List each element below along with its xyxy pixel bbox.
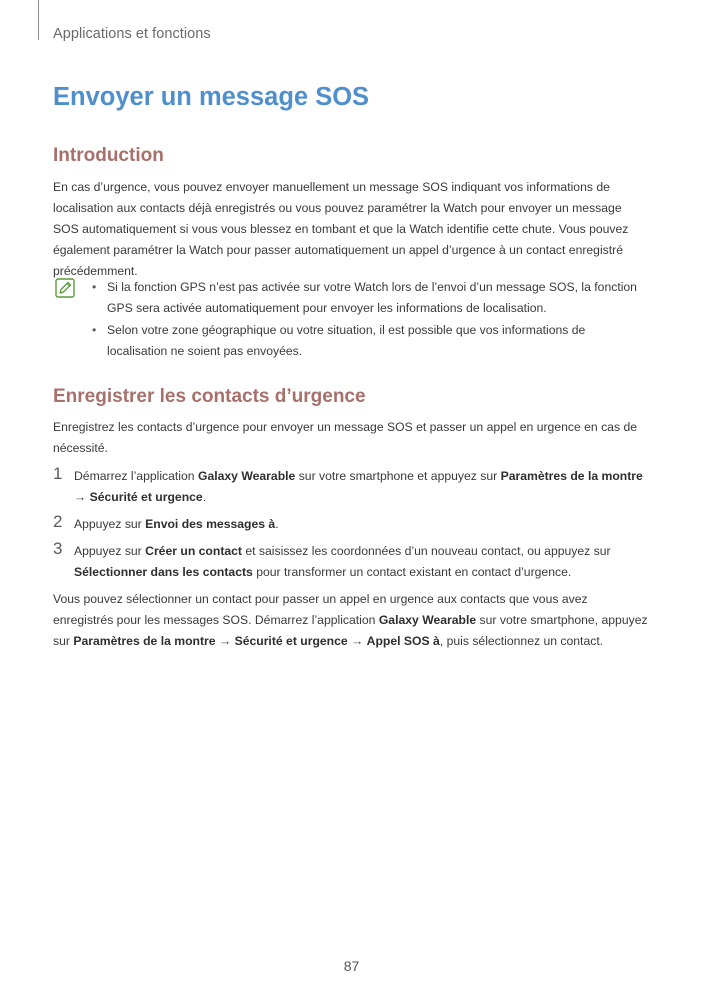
menu-path: Envoi des messages à <box>145 517 276 531</box>
note-text: Selon votre zone géographique ou votre situation, il est possible que vos informations de localisation ne soient pas envoyées. <box>107 323 586 358</box>
step-2 <box>53 514 649 535</box>
app-name: Galaxy Wearable <box>197 469 296 483</box>
header-rule <box>38 0 39 40</box>
menu-path: Appel SOS à <box>366 634 440 648</box>
step-number: 1 <box>53 464 63 483</box>
menu-path: Créer un contact <box>145 544 242 558</box>
step-text: Appuyez sur Envoi des messages à. <box>74 517 279 531</box>
menu-path: Sélectionner dans les contacts <box>74 565 253 579</box>
introduction-paragraph: En cas d’urgence, vous pouvez envoyer manuellement un message SOS indiquant vos informations de localisation aux contacts déjà enregistrés ou vous pouvez paramétrer la Watch pour envoyer un message SOS automatiquement si vous vous blessez en tombant et que la Watch identifie cette chute. Vous pouvez également paramétrer la Watch pour passer automatiquement un appel d’urgence à un contact enregistré précédemment. <box>53 180 629 278</box>
register-heading: Enregistrer les contacts d’urgence <box>53 386 366 407</box>
introduction-heading: Introduction <box>53 145 164 166</box>
step-text: Appuyez sur Créer un contact et saisissez les coordonnées d’un nouveau contact, ou appuyez sur Sélectionner dans les contacts pour transformer un contact existant en contact d’urgence. <box>74 544 611 579</box>
bullet-dot: • <box>92 323 97 337</box>
menu-path: Sécurité et urgence <box>89 490 203 504</box>
menu-path: Paramètres de la montre <box>500 469 643 483</box>
closing-paragraph: Vous pouvez sélectionner un contact pour passer un appel en urgence aux contacts que vous avez enregistrés pour les messages SOS. Démarrez l’application Galaxy Wearable sur votre smartphone, appuyez sur Paramètres de la montre → Sécurité et urgence → Appel SOS à, puis sélectionnez un contact. <box>53 592 648 648</box>
menu-path: Paramètres de la montre <box>73 634 216 648</box>
note-pencil-icon <box>55 278 75 298</box>
section-header: Applications et fonctions <box>53 26 211 42</box>
menu-path: Sécurité et urgence <box>234 634 348 648</box>
step-text: Démarrez l’application Galaxy Wearable sur votre smartphone et appuyez sur Paramètres de la montre → Sécurité et urgence. <box>74 469 643 504</box>
step-number: 2 <box>53 512 63 531</box>
note-item <box>92 320 642 362</box>
note-text: Si la fonction GPS n’est pas activée sur votre Watch lors de l’envoi d’un message SOS, la fonction GPS sera activée automatiquement pour envoyer les informations de localisation. <box>107 280 637 315</box>
step-3 <box>53 541 649 583</box>
page-number: 87 <box>343 958 360 974</box>
step-1 <box>53 466 649 508</box>
page-title: Envoyer un message SOS <box>53 83 370 111</box>
step-number: 3 <box>53 539 63 558</box>
app-name: Galaxy Wearable <box>378 613 477 627</box>
register-paragraph: Enregistrez les contacts d’urgence pour envoyer un message SOS et passer un appel en urgence en cas de nécessité. <box>53 420 637 455</box>
note-item <box>92 277 642 319</box>
bullet-dot: • <box>92 280 97 294</box>
